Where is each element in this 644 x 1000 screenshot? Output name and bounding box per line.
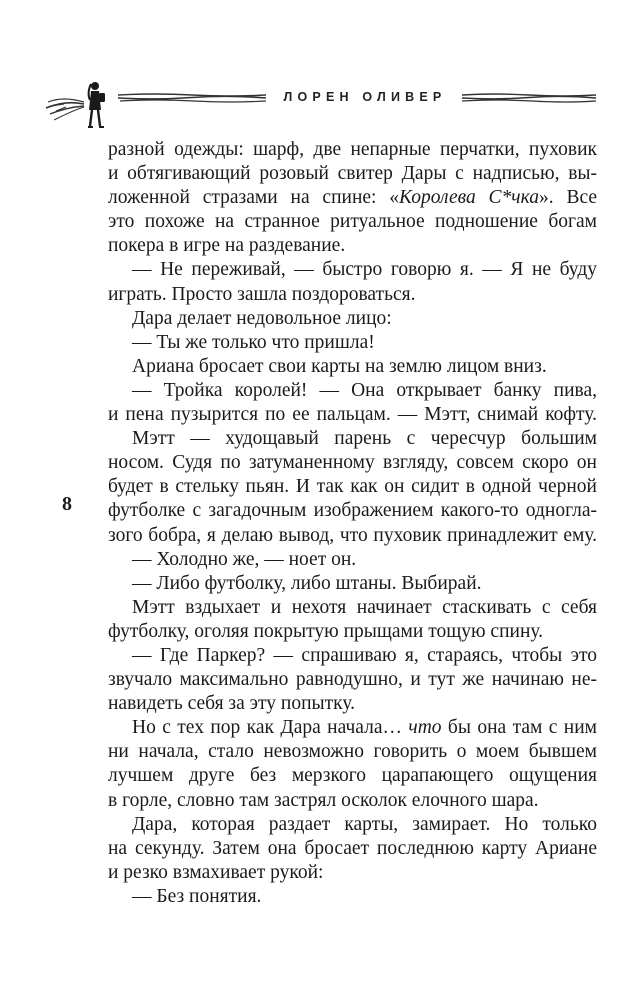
text-line: это похоже на странное ритуальное подношение богам — [108, 211, 597, 233]
text-line: — Тройка королей! — Она открывает банку пива, — [132, 379, 597, 401]
text-line: ни начала, стало невозможно говорить о моем бывшем — [108, 741, 597, 763]
text-line: носом. Судя по затуманенному взгляду, совсем скоро он — [108, 452, 597, 474]
text-line: — Где Паркер? — спрашиваю я, стараясь, чтобы это — [132, 644, 597, 666]
text-line: футболке с загадочным изображением какого-то одногла- — [108, 500, 597, 522]
text-line: на секунду. Затем она бросает последнюю карту Ариане — [108, 837, 597, 859]
text-line: Дара, которая раздает карты, замирает. Но только — [132, 813, 597, 835]
text-line: футболку, оголяя покрытую прыщами тощую спину. — [108, 620, 544, 642]
header-rule-left — [118, 92, 266, 104]
text-line: лучшем друге без мерзкого царапающего ощущения — [108, 765, 597, 787]
text-line: Мэтт вздыхает и нехотя начинает стаскивать с себя — [132, 596, 597, 618]
text-line: — Холодно же, — ноет он. — [132, 548, 357, 570]
text-line: и резко взмахивает рукой: — [108, 861, 324, 883]
body-text — [108, 138, 597, 909]
text-line: зого бобра, я делаю вывод, что пуховик принадлежит ему. — [108, 524, 597, 546]
text-line: навидеть себя за эту попытку. — [108, 693, 356, 715]
text-line: — Ты же только что пришла! — [132, 331, 375, 353]
text-line: — Либо футболку, либо штаны. Выбирай. — [132, 572, 482, 594]
text-line: разной одежды: шарф, две непарные перчатки, пуховик — [108, 139, 597, 160]
running-header — [0, 70, 644, 130]
text-line: — Не переживай, — быстро говорю я. — Я не буду — [132, 259, 597, 281]
text-line: Но с тех пор как Дара начала… что бы она там с ним — [132, 717, 598, 739]
text-line: звучало максимально равнодушно, и тут же начинаю не- — [108, 669, 597, 691]
author-name: ЛОРЕН ОЛИВЕР — [283, 90, 447, 104]
text-line: и пена пузырится по ее пальцам. — Мэтт, снимай кофту. — [108, 404, 597, 426]
text-line: Мэтт — худощавый парень с чересчур большим — [132, 428, 597, 450]
text-line: и обтягивающий розовый свитер Дары с надписью, вы- — [108, 163, 597, 185]
text-line: — Без понятия. — [132, 885, 262, 907]
text-line: Дара делает недовольное лицо: — [132, 307, 392, 329]
girl-silhouette-logo-icon — [44, 76, 116, 132]
page-number: 8 — [62, 493, 72, 515]
text-line: играть. Просто зашла поздороваться. — [108, 283, 416, 305]
text-line: будет в стельку пьян. И так как он сидит в одной черной — [108, 476, 597, 498]
header-rule-right — [462, 92, 596, 104]
text-line: Ариана бросает свои карты на землю лицом вниз. — [132, 355, 547, 377]
text-line: ложенной стразами на спине: «Королева С*чка». Все — [108, 187, 597, 209]
text-line: покера в игре на раздевание. — [108, 235, 346, 257]
text-line: в горле, словно там застрял осколок елочного шара. — [108, 789, 539, 811]
